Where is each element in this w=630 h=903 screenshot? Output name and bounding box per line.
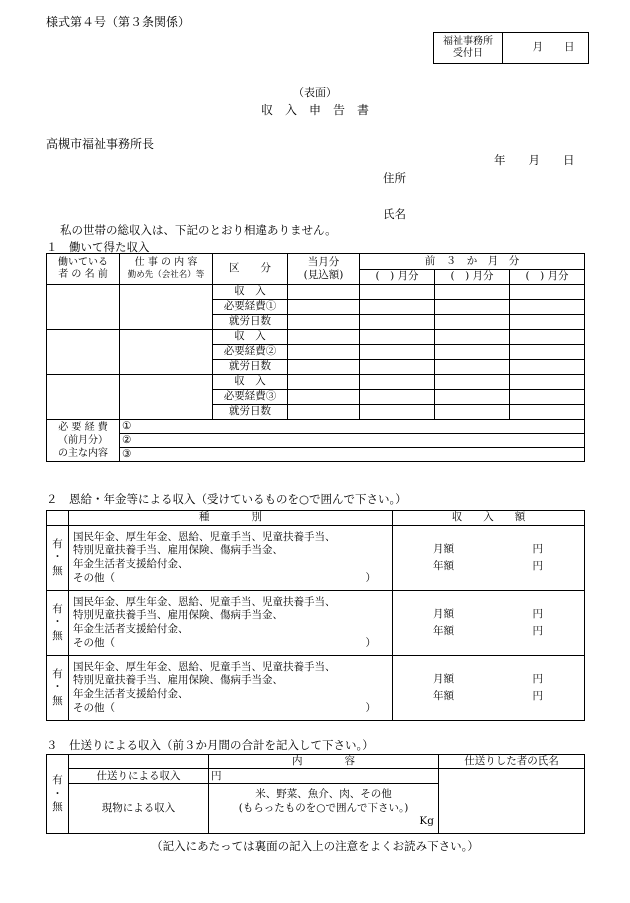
- amount-cell[interactable]: [360, 360, 435, 375]
- month-col-3[interactable]: ( ) 月分: [510, 270, 585, 285]
- amount-cell[interactable]: [360, 375, 435, 390]
- worker-name-cell[interactable]: [47, 330, 120, 375]
- yes-no-toggle[interactable]: 有 ・ 無: [47, 526, 69, 591]
- job-content-cell[interactable]: [120, 330, 213, 375]
- job-content-cell[interactable]: [120, 375, 213, 420]
- amount-cell[interactable]: [510, 330, 585, 345]
- amount-cell[interactable]: [510, 300, 585, 315]
- worker-name-header: 働いている 者 の 名 前: [47, 254, 120, 285]
- row-label: 就労日数: [213, 405, 288, 420]
- remittance-amount-field[interactable]: 円: [209, 769, 439, 784]
- type-header: 種 別: [69, 511, 393, 526]
- amount-cell[interactable]: [510, 390, 585, 405]
- date-line[interactable]: 年 月 日: [494, 153, 575, 167]
- amount-cell[interactable]: [288, 300, 360, 315]
- other-field[interactable]: その他（ ）: [73, 636, 376, 649]
- content-header: 内 容: [209, 755, 439, 769]
- amount-cell[interactable]: [288, 405, 360, 420]
- side-label: （表面）: [293, 86, 337, 99]
- job-content-header: 仕 事 の 内 容 勤め先（会社名）等: [120, 254, 213, 285]
- worker-name-cell[interactable]: [47, 285, 120, 330]
- amount-cell[interactable]: [435, 300, 510, 315]
- amount-header: 収 入 額: [393, 511, 585, 526]
- amount-cell[interactable]: [510, 345, 585, 360]
- sender-header: 仕送りした者の氏名: [439, 755, 585, 769]
- amount-cell[interactable]: [360, 390, 435, 405]
- amount-cell[interactable]: [435, 315, 510, 330]
- receipt-date-field[interactable]: 月 日: [503, 33, 589, 64]
- job-content-cell[interactable]: [120, 285, 213, 330]
- goods-label: 現物による収入: [69, 784, 209, 834]
- work-income-table: [46, 253, 585, 462]
- section2-heading: ２ 恩給・年金等による収入（受けているものを○で囲んで下さい。）: [46, 492, 407, 506]
- amount-cell[interactable]: [435, 330, 510, 345]
- addressee: 高槻市福祉事務所長: [46, 137, 155, 151]
- month-col-1[interactable]: ( ) 月分: [360, 270, 435, 285]
- amount-cell[interactable]: [360, 285, 435, 300]
- other-field[interactable]: その他（ ）: [73, 571, 376, 584]
- expense-detail-3[interactable]: ③: [120, 448, 585, 462]
- row-label: 就労日数: [213, 360, 288, 375]
- amount-cell[interactable]: [288, 330, 360, 345]
- row-label: 必要経費①: [213, 300, 288, 315]
- current-month-header: 当月分 (見込額): [288, 254, 360, 285]
- amount-cell[interactable]: [360, 315, 435, 330]
- amount-cell[interactable]: [288, 360, 360, 375]
- amount-cell[interactable]: [360, 300, 435, 315]
- yes-no-toggle[interactable]: 有 ・ 無: [47, 755, 69, 834]
- receipt-box: [433, 32, 589, 64]
- amount-cell[interactable]: [288, 285, 360, 300]
- blank-header: [69, 755, 209, 769]
- amount-cell[interactable]: [510, 375, 585, 390]
- amount-cell[interactable]: [435, 375, 510, 390]
- section3-heading: ３ 仕送りによる収入（前３か月間の合計を記入して下さい。）: [46, 738, 374, 752]
- amount-cell[interactable]: [435, 345, 510, 360]
- form-number: 様式第４号（第３条関係）: [46, 15, 191, 29]
- address-label: 住所: [383, 171, 406, 185]
- expense-label: 必 要 経 費 （前月分） の主な内容: [47, 420, 120, 462]
- row-label: 収 入: [213, 330, 288, 345]
- amount-cell[interactable]: [510, 360, 585, 375]
- name-label: 氏名: [383, 207, 406, 221]
- amount-cell[interactable]: [360, 345, 435, 360]
- footer-note: （記入にあたっては裏面の記入上の注意をよくお読み下さい。）: [151, 839, 479, 853]
- amount-cell[interactable]: [435, 285, 510, 300]
- amount-cell[interactable]: 月額 円 年額 円: [393, 591, 585, 656]
- amount-cell[interactable]: [510, 285, 585, 300]
- row-label: 収 入: [213, 285, 288, 300]
- amount-cell[interactable]: [510, 315, 585, 330]
- amount-cell[interactable]: [288, 390, 360, 405]
- row-label: 就労日数: [213, 315, 288, 330]
- row-label: 必要経費③: [213, 390, 288, 405]
- month-col-2[interactable]: ( ) 月分: [435, 270, 510, 285]
- amount-cell[interactable]: [510, 405, 585, 420]
- pension-type-cell[interactable]: 国民年金、厚生年金、恩給、児童手当、児童扶養手当、 特別児童扶養手当、雇用保険、傷病手当金、 年金生活者支援給付金、 その他（ ）: [69, 591, 393, 656]
- amount-cell[interactable]: [435, 360, 510, 375]
- amount-cell[interactable]: 月額 円 年額 円: [393, 526, 585, 591]
- section1-heading: １ 働いて得た収入: [46, 240, 150, 254]
- pension-type-cell[interactable]: 国民年金、厚生年金、恩給、児童手当、児童扶養手当、 特別児童扶養手当、雇用保険、傷病手当金、 年金生活者支援給付金、 その他（ ）: [69, 656, 393, 721]
- page-title: 収 入 申 告 書: [260, 103, 369, 117]
- past-three-months-header: 前 ３ か 月 分: [360, 254, 585, 270]
- receipt-label: 福祉事務所 受付日: [434, 33, 503, 64]
- amount-cell[interactable]: [435, 405, 510, 420]
- row-label: 必要経費②: [213, 345, 288, 360]
- amount-cell[interactable]: [360, 405, 435, 420]
- remittance-label: 仕送りによる収入: [69, 769, 209, 784]
- yes-no-toggle[interactable]: 有 ・ 無: [47, 591, 69, 656]
- pension-type-cell[interactable]: 国民年金、厚生年金、恩給、児童手当、児童扶養手当、 特別児童扶養手当、雇用保険、傷病手当金、 年金生活者支援給付金、 その他（ ）: [69, 526, 393, 591]
- remittance-table: [46, 754, 585, 834]
- amount-cell[interactable]: 月額 円 年額 円: [393, 656, 585, 721]
- amount-cell[interactable]: [435, 390, 510, 405]
- yes-no-toggle[interactable]: 有 ・ 無: [47, 656, 69, 721]
- amount-cell[interactable]: [360, 330, 435, 345]
- amount-cell[interactable]: [288, 345, 360, 360]
- expense-detail-1[interactable]: ①: [120, 420, 585, 434]
- amount-cell[interactable]: [288, 375, 360, 390]
- worker-name-cell[interactable]: [47, 375, 120, 420]
- goods-field[interactable]: 米、野菜、魚介、肉、その他 (もらったものを○で囲んで下さい。) Kg: [209, 784, 439, 834]
- pension-table: [46, 510, 585, 721]
- other-field[interactable]: その他（ ）: [73, 701, 376, 714]
- amount-cell[interactable]: [288, 315, 360, 330]
- sender-name-field[interactable]: [439, 769, 585, 834]
- category-header: 区 分: [213, 254, 288, 285]
- blank-header: [47, 511, 69, 526]
- row-label: 収 入: [213, 375, 288, 390]
- declaration: 私の世帯の総収入は、下記のとおり相違ありません。: [60, 223, 337, 237]
- expense-detail-2[interactable]: ②: [120, 434, 585, 448]
